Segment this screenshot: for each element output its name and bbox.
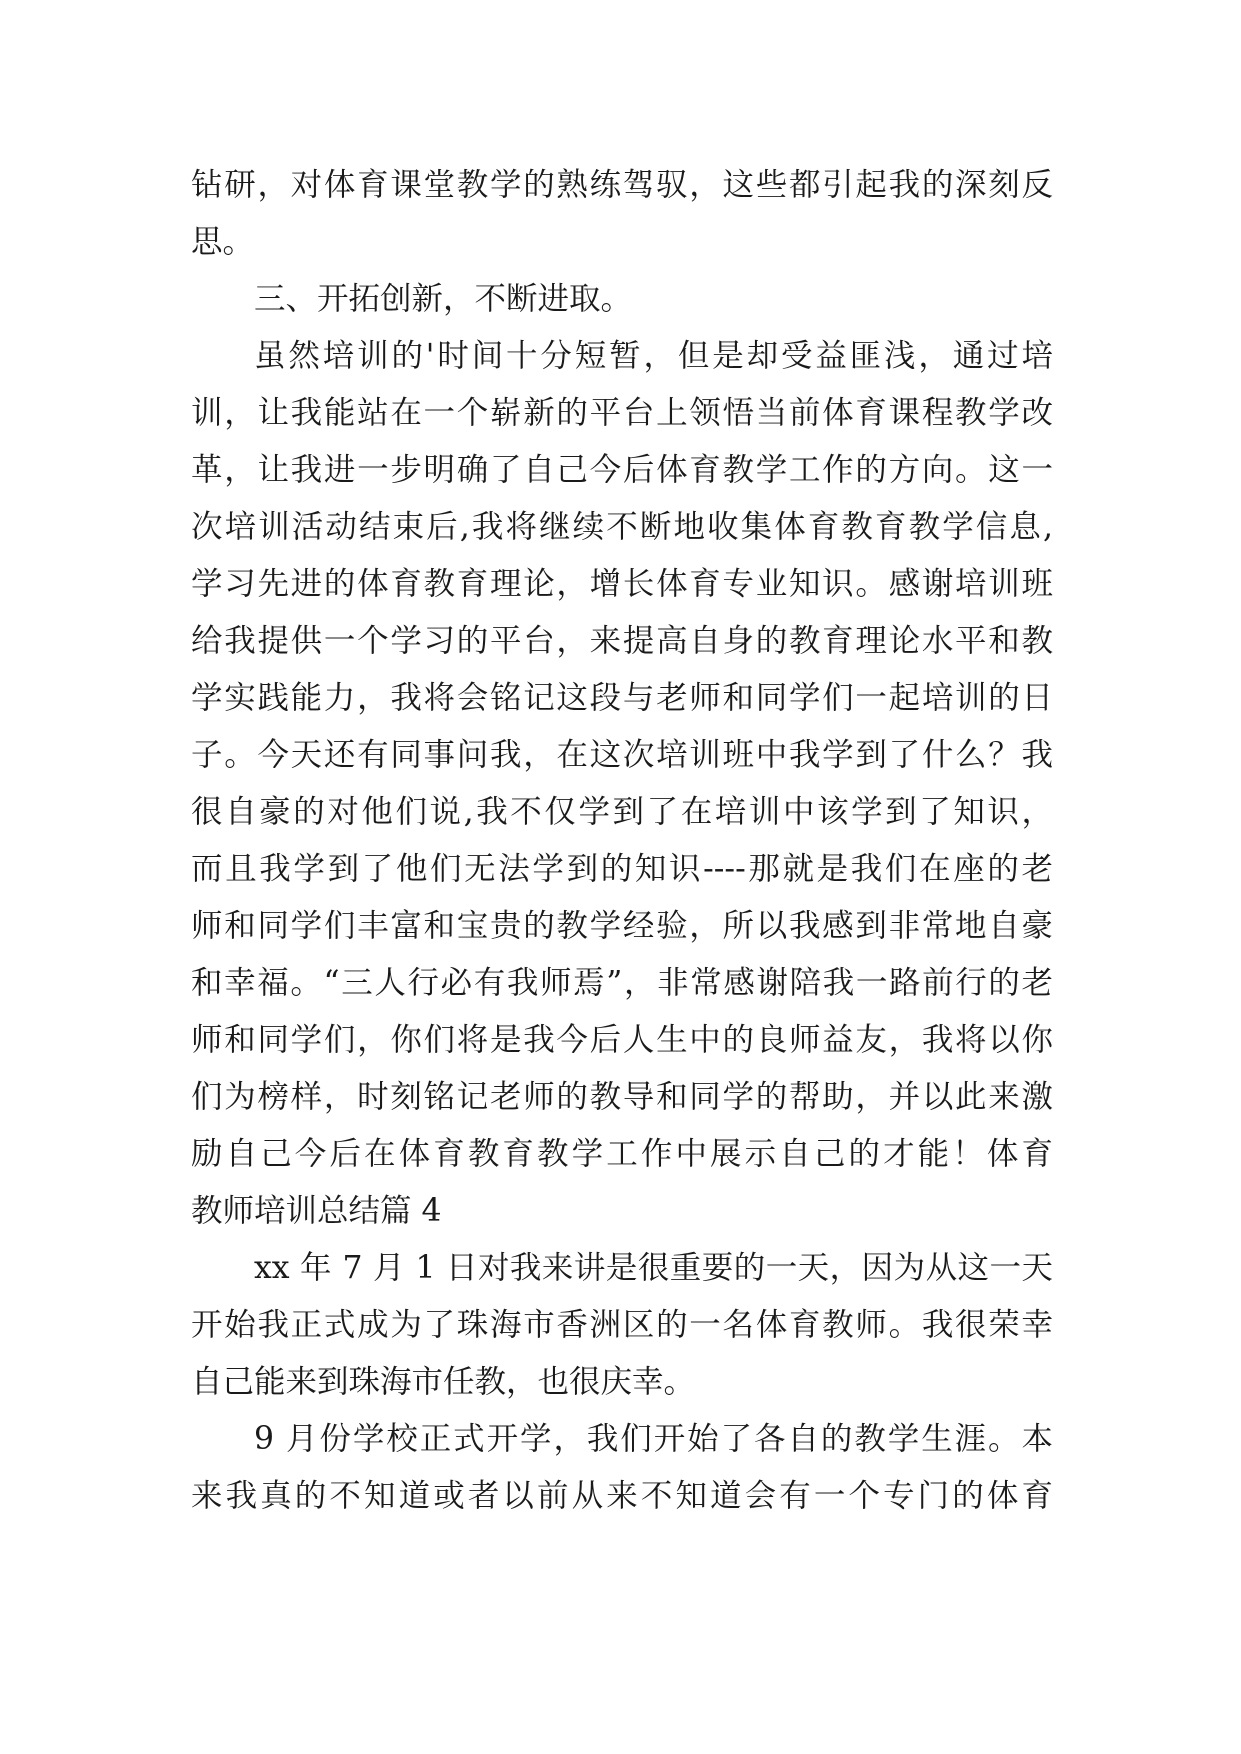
text-line: 来我真的不知道或者以前从来不知道会有一个专门的体育: [191, 1478, 1053, 1514]
text-line: 师和同学们，你们将是我今后人生中的良师益友，我将以你: [191, 1022, 1053, 1058]
text-line: 训，让我能站在一个崭新的平台上领悟当前体育课程教学改: [191, 395, 1053, 431]
text-line: 励自己今后在体育教育教学工作中展示自己的才能！体育: [191, 1136, 1053, 1172]
text-line: 虽然培训的'时间十分短暂，但是却受益匪浅，通过培: [254, 338, 1053, 374]
section-heading: 三、开拓创新，不断进取。: [254, 281, 633, 317]
text-line: 学实践能力，我将会铭记这段与老师和同学们一起培训的日: [191, 680, 1053, 716]
text-line: 次培训活动结束后,我将继续不断地收集体育教育教学信息,: [191, 509, 1053, 545]
text-line: xx 年 7 月 1 日对我来讲是很重要的一天，因为从这一天: [254, 1250, 1053, 1286]
text-line: 而且我学到了他们无法学到的知识----那就是我们在座的老: [191, 851, 1053, 887]
text-line: 思。: [191, 224, 255, 260]
text-line: 自己能来到珠海市任教，也很庆幸。: [191, 1364, 696, 1400]
document-body: [191, 157, 1053, 1525]
text-line: 子。今天还有同事问我，在这次培训班中我学到了什么？我: [191, 737, 1053, 773]
text-line: 师和同学们丰富和宝贵的教学经验，所以我感到非常地自豪: [191, 908, 1053, 944]
text-line: 9 月份学校正式开学，我们开始了各自的教学生涯。本: [254, 1421, 1053, 1457]
article-title: 教师培训总结篇 4: [191, 1193, 442, 1229]
text-line: 学习先进的体育教育理论，增长体育专业知识。感谢培训班: [191, 566, 1053, 602]
text-line: 和幸福。“三人行必有我师焉”，非常感谢陪我一路前行的老: [191, 965, 1053, 1001]
text-line: 给我提供一个学习的平台，来提高自身的教育理论水平和教: [191, 623, 1053, 659]
text-line: 钻研，对体育课堂教学的熟练驾驭，这些都引起我的深刻反: [191, 167, 1053, 203]
text-line: 很自豪的对他们说,我不仅学到了在培训中该学到了知识，: [191, 794, 1053, 830]
text-line: 开始我正式成为了珠海市香洲区的一名体育教师。我很荣幸: [191, 1307, 1053, 1343]
text-line: 们为榜样，时刻铭记老师的教导和同学的帮助，并以此来激: [191, 1079, 1053, 1115]
text-line: 革，让我进一步明确了自己今后体育教学工作的方向。这一: [191, 452, 1053, 488]
